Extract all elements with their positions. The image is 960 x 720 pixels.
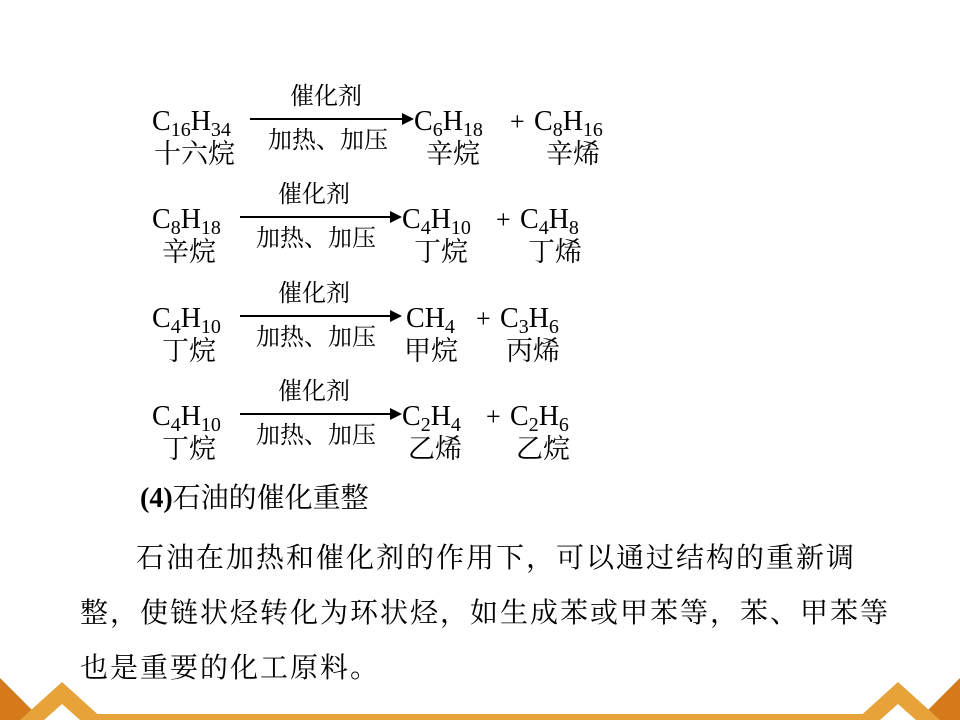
product-2-name: 丙烯: [506, 336, 560, 367]
section-heading: [140, 480, 369, 517]
section-title: 石油的催化重整: [172, 481, 369, 514]
product-2-formula: $C_3H_6$: [500, 303, 559, 338]
left-corner-decoration: [0, 670, 110, 720]
product-1-name: 丁烷: [414, 237, 468, 268]
section-number: (4): [140, 483, 173, 514]
equation-4: [0, 295, 960, 465]
equation-1: [0, 0, 960, 170]
product-1-name: 辛烷: [426, 139, 480, 170]
reactant-name: 丁烷: [162, 336, 216, 367]
reactant-name: 丁烷: [162, 434, 216, 465]
catalyst-label: 催化剂: [278, 180, 350, 208]
catalyst-label: 催化剂: [290, 82, 362, 110]
plus-sign: +: [486, 402, 501, 431]
reactant-formula: $C_{16}H_{34}$: [152, 106, 231, 141]
catalyst-label: 催化剂: [278, 279, 350, 307]
product-2-name: 辛烯: [546, 139, 600, 170]
catalyst-label: 催化剂: [278, 377, 350, 405]
product-1-formula: $C_2H_4$: [402, 401, 461, 436]
condition-label: 加热、加压: [256, 323, 376, 351]
reactant-formula: $C_8H_{18}$: [152, 204, 221, 239]
reactant-name: 辛烷: [162, 237, 216, 268]
product-2-formula: $C_4H_8$: [520, 204, 579, 239]
product-1-formula: $CH_4$: [406, 303, 455, 338]
right-corner-decoration: [850, 670, 960, 720]
product-2-name: 乙烷: [516, 434, 570, 465]
product-1-formula: $C_6H_{18}$: [414, 106, 483, 141]
plus-sign: +: [476, 304, 491, 333]
reactant-formula: $C_4H_{10}$: [152, 401, 221, 436]
plus-sign: +: [496, 205, 511, 234]
product-1-name: 乙烯: [408, 434, 462, 465]
equation-2: [0, 98, 960, 268]
product-2-formula: $C_8H_{16}$: [534, 106, 603, 141]
product-2-formula: $C_2H_6$: [510, 401, 569, 436]
body-paragraph: 石油在加热和催化剂的作用下，可以通过结构的重新调整，使链状烃转化为环状烃，如生成苯或甲苯等，苯、甲苯等也是重要的化工原料。: [80, 541, 891, 684]
product-1-formula: $C_4H_{10}$: [402, 204, 471, 239]
reactant-formula: $C_4H_{10}$: [152, 303, 221, 338]
equation-3: [0, 197, 960, 367]
reactant-name: 十六烷: [154, 139, 235, 170]
product-1-name: 甲烷: [404, 336, 458, 367]
condition-label: 加热、加压: [256, 421, 376, 449]
condition-label: 加热、加压: [268, 126, 388, 154]
condition-label: 加热、加压: [256, 224, 376, 252]
bottom-accent-bar: [0, 714, 960, 720]
plus-sign: +: [510, 107, 525, 136]
product-2-name: 丁烯: [528, 237, 582, 268]
reaction-arrow: [240, 413, 400, 415]
